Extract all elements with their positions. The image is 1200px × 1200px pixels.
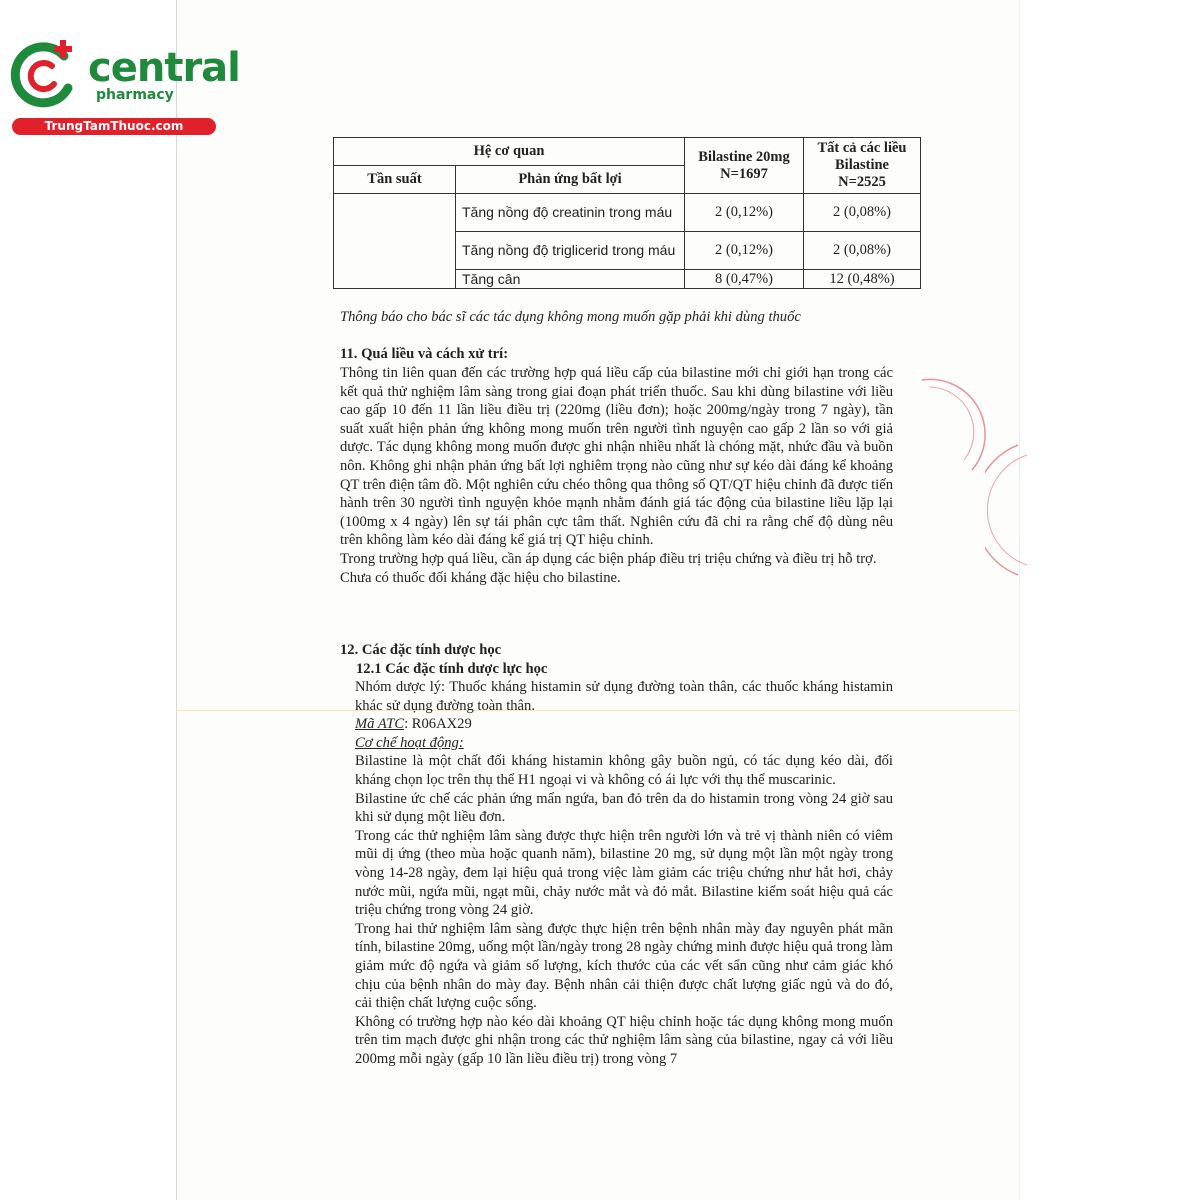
brand-url[interactable]: TrungTamThuoc.com [12,118,216,135]
value-cell: 2 (0,12%) [685,232,804,270]
mechanism-paragraph: Bilastine là một chất đối kháng histamin không gây buồn ngủ, có tác dụng kéo dài, đối kháng chọn lọc trên thụ thể H1 ngoại vi và không có ái lực với thụ thể muscarinic. [355,753,893,788]
header-system: Hệ cơ quan [334,138,685,166]
section-12-1-title: 12.1 Các đặc tính dược lực học [356,661,548,677]
section-12-title: 12. Các đặc tính dược học [340,642,502,658]
atc-label: Mã ATC [355,716,405,733]
mechanism-label: Cơ chế hoạt động: [355,734,464,751]
header-frequency: Tần suất [334,166,456,194]
mechanism-paragraph: Bilastine ức chế các phản ứng mẩn ngứa, ban đỏ trên da do histamin trong vòng 24 giờ sau khi sử dụng một liều đơn. [355,790,893,826]
header-bilastine-20mg: Bilastine 20mg N=1697 [685,138,804,194]
section-11-paragraph: Chưa có thuốc đối kháng đặc hiệu cho bilastine. [340,569,621,586]
frequency-cell [334,194,456,289]
header-all-doses: Tất cả các liều Bilastine N=2525 [804,138,921,194]
brand-name: central [88,45,240,91]
value-cell: 2 (0,12%) [685,194,804,232]
report-note: Thông báo cho bác sĩ các tác dụng không mong muốn gặp phải khi dùng thuốc [340,309,801,325]
red-stamp-icon [912,375,992,475]
reaction-cell: Tăng nồng độ triglicerid trong máu [456,232,685,270]
value-cell: 8 (0,47%) [685,270,804,289]
value-cell: 2 (0,08%) [804,232,921,270]
value-cell: 2 (0,08%) [804,194,921,232]
adverse-reactions-table [333,137,921,289]
pharmacologic-group: Nhóm dược lý: Thuốc kháng histamin sử dụng đường toàn thân, các thuốc kháng histamin khác sử dụng đường toàn thân. [355,679,893,714]
header-reaction: Phản ứng bất lợi [456,166,685,194]
brand-subtitle: pharmacy [96,87,174,103]
section-12-body [355,678,893,1068]
section-11-paragraph: Trong trường hợp quá liều, cần áp dụng các biện pháp điều trị triệu chứng và điều trị hỗ trợ. [340,550,877,567]
section-11-title: 11. Quá liều và cách xử trí: [340,346,509,362]
atc-code [355,715,893,734]
reaction-cell: Tăng cân [456,270,685,289]
reaction-cell: Tăng nồng độ creatinin trong máu [456,194,685,232]
mechanism-paragraph: Trong các thử nghiệm lâm sàng được thực hiện trên người lớn và trẻ vị thành niên có viêm mũi dị ứng (theo mùa hoặc quanh năm), bilastine 20 mg, sử dụng một lần một ngày trong vòng 14-28 ngày, đem lại hiệu quả trong việc làm giảm các triệu chứng như hắt hơi, chảy nước mũi, ngứa mũi, ngạt mũi, chảy nước mắt và đỏ mắt. Bilastine kiểm soát hiệu quả các triệu chứng trong vòng 24 giờ. [355,827,893,919]
mechanism-paragraph: Trong hai thử nghiệm lâm sàng được thực hiện trên bệnh nhân mày đay nguyên phát mãn tính, bilastine 20mg, uống một lần/ngày trong 28 ngày chứng minh được hiệu quả trong làm giảm mức độ ngứa và giảm số lượng, kích thước của các vết sẩn cũng như cảm giác khó chịu của bệnh nhân do mày đay. Bệnh nhân cải thiện được chất lượng giấc ngủ và do đó, cải thiện chất lượng cuộc sống. [355,920,893,1012]
mechanism-paragraph: Không có trường hợp nào kéo dài khoảng QT hiệu chỉnh hoặc tác dụng không mong muốn trên tim mạch được ghi nhận trong các thử nghiệm lâm sàng của bilastine, ngay cả với liều 200mg mỗi ngày (gấp 10 lần liều điều trị) trong vòng 7 [355,1013,893,1067]
table-row [334,194,921,232]
value-cell: 12 (0,48%) [804,270,921,289]
section-11-body [340,364,893,587]
central-pharmacy-logo[interactable] [8,36,240,136]
logo-mark-icon [8,36,88,116]
section-11-paragraph: Thông tin liên quan đến các trường hợp quá liều cấp của bilastine mới chỉ giới hạn trong các kết quả thử nghiệm lâm sàng trong giai đoạn phát triển thuốc. Sau khi dùng bilastine với liều cao gấp 10 đến 11 lần liều điều trị (220mg (liều đơn); hoặc 200mg/ngày trong 7 ngày), tần suất xuất hiện phản ứng không mong muốn trên người tình nguyện cao gấp 2 lần so với giả dược. Tác dụng không mong muốn được ghi nhận nhiều nhất là chóng mặt, nhức đầu và buồn nôn. Không ghi nhận phản ứng bất lợi nghiêm trọng nào cũng như sự kéo dài đáng kể khoảng QT trên điện tâm đồ. Một nghiên cứu chéo thông qua thông số QT/QT hiệu chỉnh đã được tiến hành trên 30 người tình nguyện khỏe mạnh nhằm đánh giá tác động của bilastine liều lặp lại (100mg x 4 ngày) lên sự tái phân cực tâm thất. Nghiên cứu đã chỉ ra rằng chế độ dùng nêu trên không làm kéo dài đáng kể giá trị QT hiệu chỉnh. [340,365,893,549]
atc-value: : R06AX29 [404,716,472,733]
red-stamp-icon [985,440,1055,580]
